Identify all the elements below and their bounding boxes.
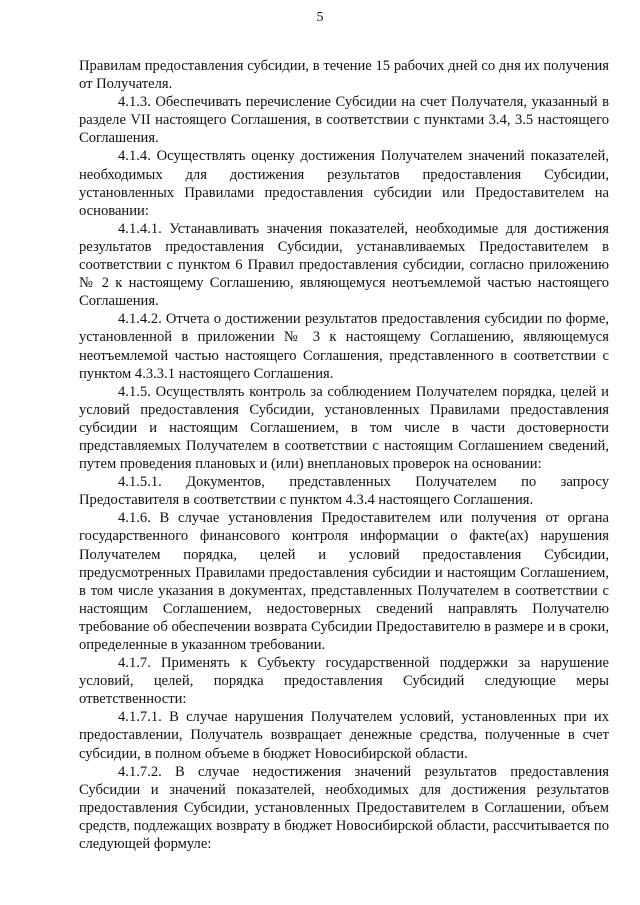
document-body (79, 57, 609, 853)
paragraph-4-1-6: 4.1.6. В случае установления Предоставителем или получения от органа государственного финансового контроля информации о факте(ах) нарушения Получателем порядка, целей и условий предоставления Субсидии, предусмотренных Правилами предоставления субсидии и настоящим Соглашением, в том числе указания в документах, представленных Получателем в соответствии с настоящим Соглашением, недостоверных сведений направлять Получателю требование об обеспечении возврата Субсидии Предоставителю в размере и в сроки, определенные в указанном требовании. (79, 510, 609, 653)
paragraph-4-1-4-1: 4.1.4.1. Устанавливать значения показателей, необходимые для достижения результатов предоставления Субсидии, устанавливаемых Предоставителем в соответствии с пунктом 6 Правил предоставления субсидии, согласно приложению № 2 к настоящему Соглашению, являющемуся неотъемлемой частью настоящего Соглашения. (79, 220, 609, 310)
paragraph-4-1-4: 4.1.4. Осуществлять оценку достижения Получателем значений показателей, необходимых для достижения результатов предоставления Субсидии, установленных Правилами предоставления субсидии или Предоставителем на основании: (79, 148, 609, 219)
paragraph-4-1-7: 4.1.7. Применять к Субъекту государственной поддержки за нарушение условий, целей, порядка предоставления Субсидий следующие меры ответственности: (79, 655, 609, 708)
paragraph-4-1-3: 4.1.3. Обеспечивать перечисление Субсидии на счет Получателя, указанный в разделе VII настоящего Соглашения, в соответствии с пунктами 3.4, 3.5 настоящего Соглашения. (79, 94, 609, 147)
page-number: 5 (316, 10, 324, 25)
paragraph-4-1-7-1: 4.1.7.1. В случае нарушения Получателем условий, установленных при их предоставлении, Получатель возвращает денежные средства, полученные в счет субсидии, в полном объеме в бюджет Новосибирской области. (79, 709, 609, 762)
paragraph-continuation: Правилам предоставления субсидии, в течение 15 рабочих дней со дня их получения от Получателя. (79, 58, 609, 93)
paragraph-4-1-4-2: 4.1.4.2. Отчета о достижении результатов предоставления субсидии по форме, установленной в приложении № 3 к настоящему Соглашению, являющемуся неотъемлемой частью настоящего Соглашения, представленного в соответствии с пунктом 4.3.3.1 настоящего Соглашения. (79, 311, 609, 382)
paragraph-4-1-7-2: 4.1.7.2. В случае недостижения значений результатов предоставления Субсидии и значений показателей, необходимых для достижения результатов предоставления Субсидии, установленных Предоставителем в Соглашении, объем средств, подлежащих возврату в бюджет Новосибирской области, рассчитывается по следующей формуле: (79, 763, 609, 853)
paragraph-4-1-5-1: 4.1.5.1. Документов, представленных Получателем по запросу Предоставителя в соответствии с пунктом 4.3.4 настоящего Соглашения. (79, 474, 609, 509)
paragraph-4-1-5: 4.1.5. Осуществлять контроль за соблюдением Получателем порядка, целей и условий предоставления Субсидии, установленных Правилами предоставления субсидии и настоящим Соглашением, в том числе в части достоверности представляемых Получателем в соответствии с настоящим Соглашением сведений, путем проведения плановых и (или) внеплановых проверок на основании: (79, 383, 609, 473)
